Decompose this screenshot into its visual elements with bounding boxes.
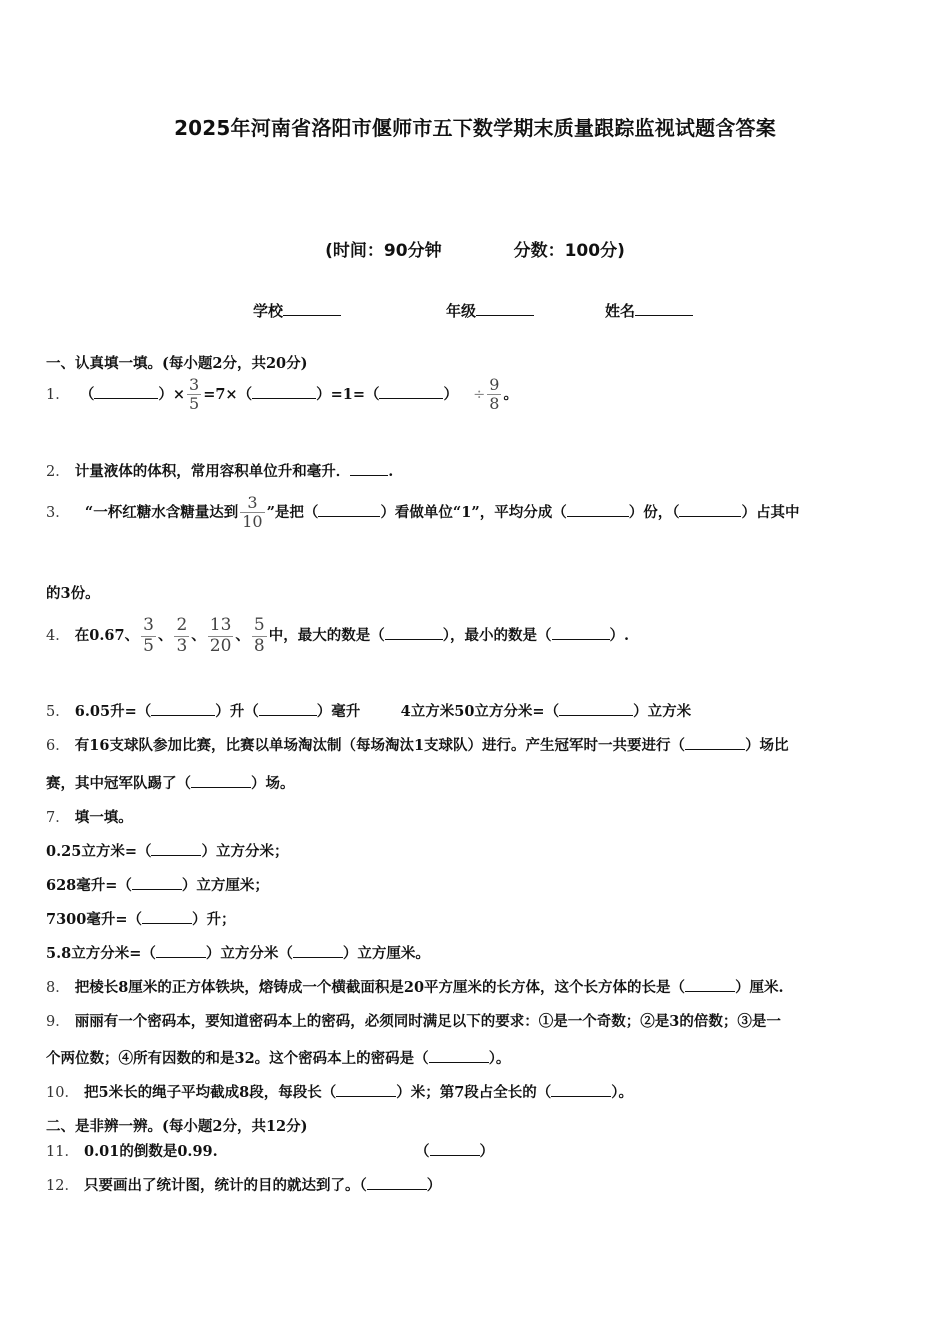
fraction: $\frac{3}{5}$: [143, 615, 154, 656]
exam-score: 分数：100分): [513, 241, 625, 261]
section-heading: 一、认真填一填。(每小题2分，共20分): [46, 355, 308, 372]
fraction: $\frac{13}{20}$: [209, 615, 232, 656]
school-field: 学校: [253, 300, 341, 321]
question-8: 8． 把棱长8厘米的正方体铁块，熔铸成一个横截面积是20平方厘米的长方体，这个长方体的长是（ ）厘米.: [46, 979, 784, 996]
question-7-row: 0.25立方米=（ ）立方分米；: [46, 843, 289, 860]
fraction: $\frac{2}{3}$: [176, 615, 188, 656]
question-10: 10． 把5米长的绳子平均截成8段，每段长（ ）米；第7段占全长的（ ）。: [46, 1084, 634, 1101]
exam-time: (时间：90分钟: [325, 241, 442, 261]
question-7-row: 5.8立方分米=（ ）立方分米（ ）立方厘米。: [46, 945, 430, 962]
question-3-line2: 的3份。: [46, 585, 100, 602]
fraction: $\frac{3}{10}$: [242, 493, 263, 532]
question-6: 6． 有16支球队参加比赛，比赛以单场淘汰制（每场淘汰1支球队）进行。产生冠军时一共要进行（ ）场比: [46, 737, 789, 754]
name-field: 姓名: [605, 300, 693, 321]
question-4: 4． 在0.67、 $\frac{3}{5}$ 、 $\frac{2}{3}$ 、 $\frac{13}{20}$ 、 $\frac{5}{8}$ 中，最大的数是（ ），最小的数是（ ）.: [46, 615, 630, 656]
fraction: $\frac{3}{5}$: [189, 375, 200, 414]
question-2: 2． 计量液体的体积，常用容积单位升和毫升． .: [46, 463, 394, 480]
question-11: 11． 0.01的倒数是0.99.: [46, 1143, 218, 1160]
page-title: 2025年河南省洛阳市偃师市五下数学期末质量跟踪监视试题含答案: [174, 116, 776, 140]
question-12: 12． 只要画出了统计图，统计的目的就达到了。（ ）: [46, 1177, 442, 1194]
question-6-line2: 赛，其中冠军队踢了（ ）场。: [46, 775, 295, 792]
section-heading: 二、是非辨一辨。(每小题2分，共12分): [46, 1118, 308, 1135]
question-1: 1． （ ）× $\frac{3}{5}$ =7×（ ）=1=（ ） ÷ $\frac{9}{8}$ 。: [46, 375, 518, 414]
question-7: 7． 填一填。: [46, 809, 133, 826]
question-3: 3． “一杯红糖水含糖量达到 $\frac{3}{10}$ ”是把（ ）看做单位“1”，平均分成（ ）份，（ ）占其中: [46, 493, 800, 532]
question-9-line2: 个两位数；④所有因数的和是32。这个密码本上的密码是（ ）。: [46, 1050, 511, 1067]
grade-field: 年级: [446, 300, 534, 321]
question-5: 5． 6.05升=（ ）升（ ）毫升 4立方米50立方分米=（ ）立方米: [46, 703, 692, 720]
fraction: $\frac{9}{8}$: [489, 375, 500, 414]
question-7-row: 7300毫升=（ ）升；: [46, 911, 236, 928]
exam-info: [0, 236, 950, 261]
fraction: $\frac{5}{8}$: [253, 615, 265, 656]
question-7-row: 628毫升=（ ）立方厘米；: [46, 877, 269, 894]
answer-blank: （ ）: [415, 1143, 494, 1160]
question-9: 9． 丽丽有一个密码本，要知道密码本上的密码，必须同时满足以下的要求：①是一个奇数；②是3的倍数；③是一: [46, 1013, 781, 1030]
